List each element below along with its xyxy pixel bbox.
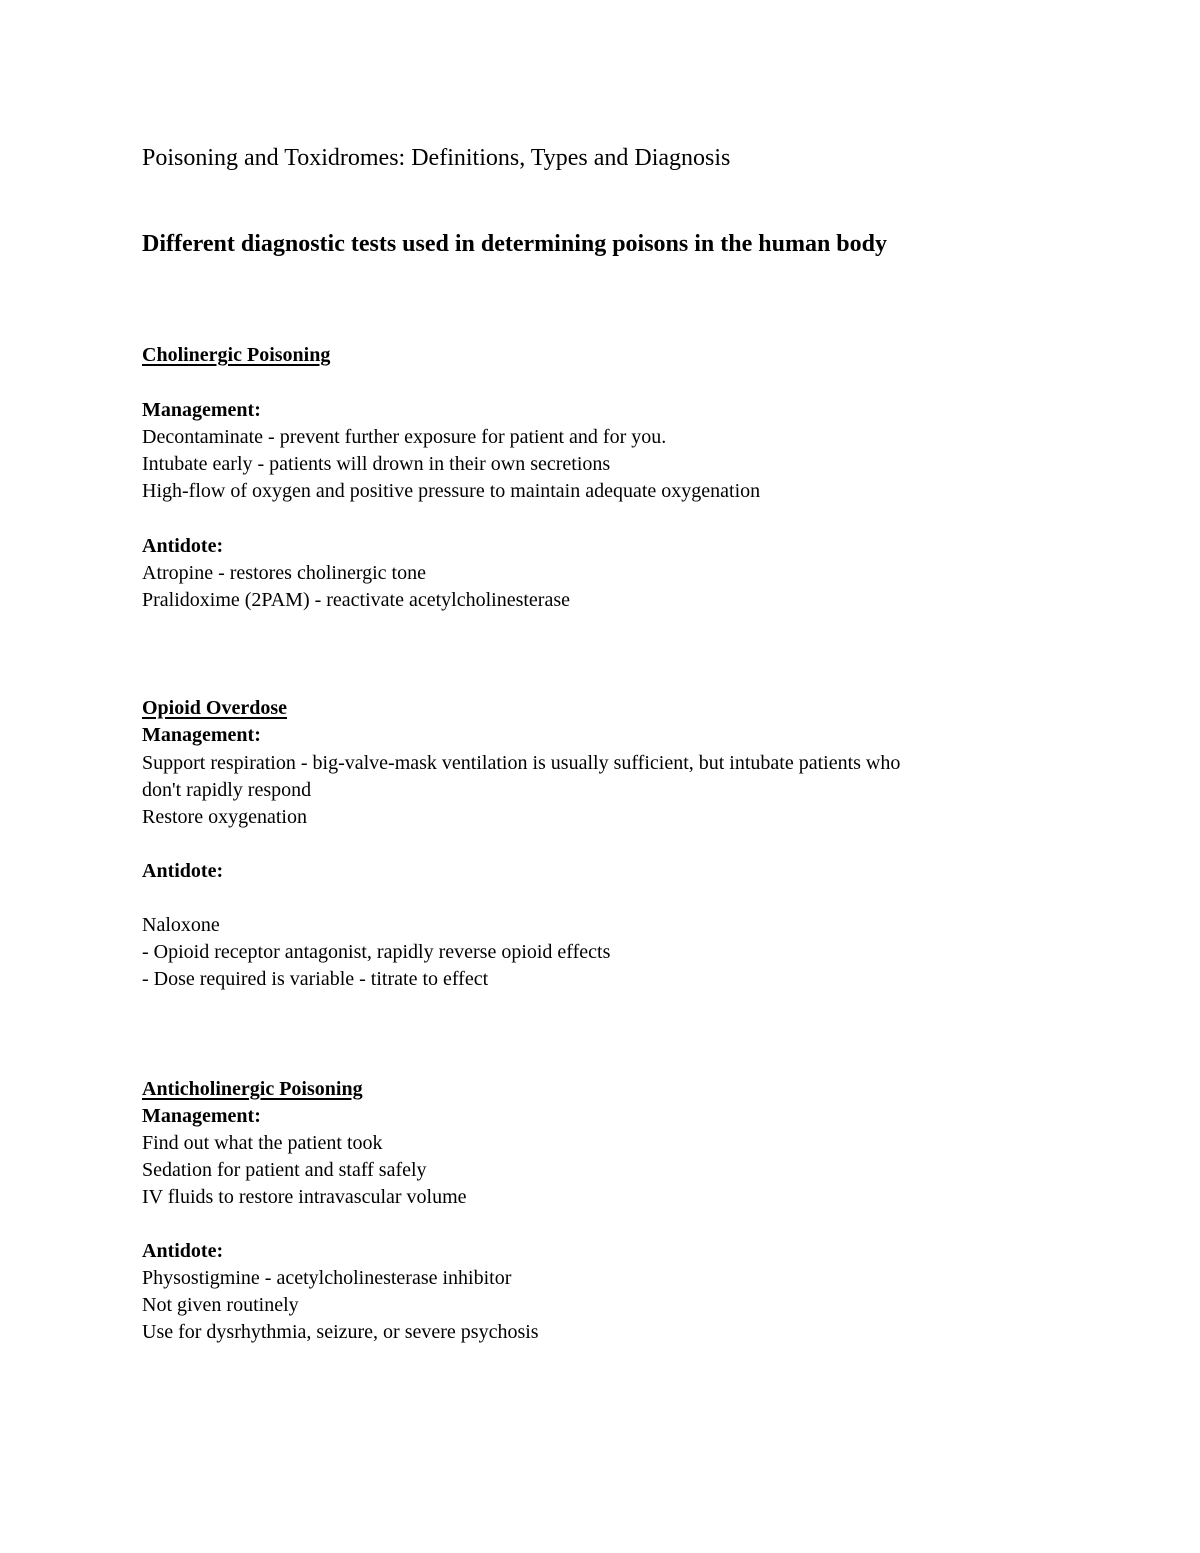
antidote-line: - Dose required is variable - titrate to effect: [142, 968, 489, 990]
document-title: Poisoning and Toxidromes: Definitions, Types and Diagnosis: [142, 145, 731, 171]
antidote-line: Pralidoxime (2PAM) - reactivate acetylcholinesterase: [142, 589, 570, 611]
management-line: Find out what the patient took: [142, 1132, 383, 1154]
antidote-line: - Opioid receptor antagonist, rapidly reverse opioid effects: [142, 941, 611, 963]
antidote-line: Atropine - restores cholinergic tone: [142, 562, 426, 584]
antidote-line: Naloxone: [142, 914, 220, 936]
section-heading-opioid: Opioid Overdose: [142, 697, 288, 719]
section-heading-cholinergic: Cholinergic Poisoning: [142, 344, 331, 366]
management-line: IV fluids to restore intravascular volume: [142, 1186, 467, 1208]
management-line: Intubate early - patients will drown in their own secretions: [142, 453, 611, 475]
antidote-label: Antidote:: [142, 1240, 224, 1262]
management-label: Management:: [142, 399, 261, 421]
antidote-line: Not given routinely: [142, 1294, 299, 1316]
antidote-label: Antidote:: [142, 860, 224, 882]
management-label: Management:: [142, 1105, 261, 1127]
antidote-label: Antidote:: [142, 535, 224, 557]
antidote-line: Physostigmine - acetylcholinesterase inhibitor: [142, 1267, 512, 1289]
management-line: Sedation for patient and staff safely: [142, 1159, 427, 1181]
antidote-line: Use for dysrhythmia, seizure, or severe psychosis: [142, 1321, 539, 1343]
management-label: Management:: [142, 724, 261, 746]
management-line: Decontaminate - prevent further exposure for patient and for you.: [142, 426, 667, 448]
section-heading-anticholinergic: Anticholinergic Poisoning: [142, 1078, 363, 1100]
management-line: High-flow of oxygen and positive pressure to maintain adequate oxygenation: [142, 480, 761, 502]
management-line: don't rapidly respond: [142, 779, 312, 801]
management-line: Support respiration - big-valve-mask ventilation is usually sufficient, but intubate patients who: [142, 752, 901, 774]
management-line: Restore oxygenation: [142, 806, 307, 828]
document-subtitle: Different diagnostic tests used in determining poisons in the human body: [142, 231, 887, 257]
